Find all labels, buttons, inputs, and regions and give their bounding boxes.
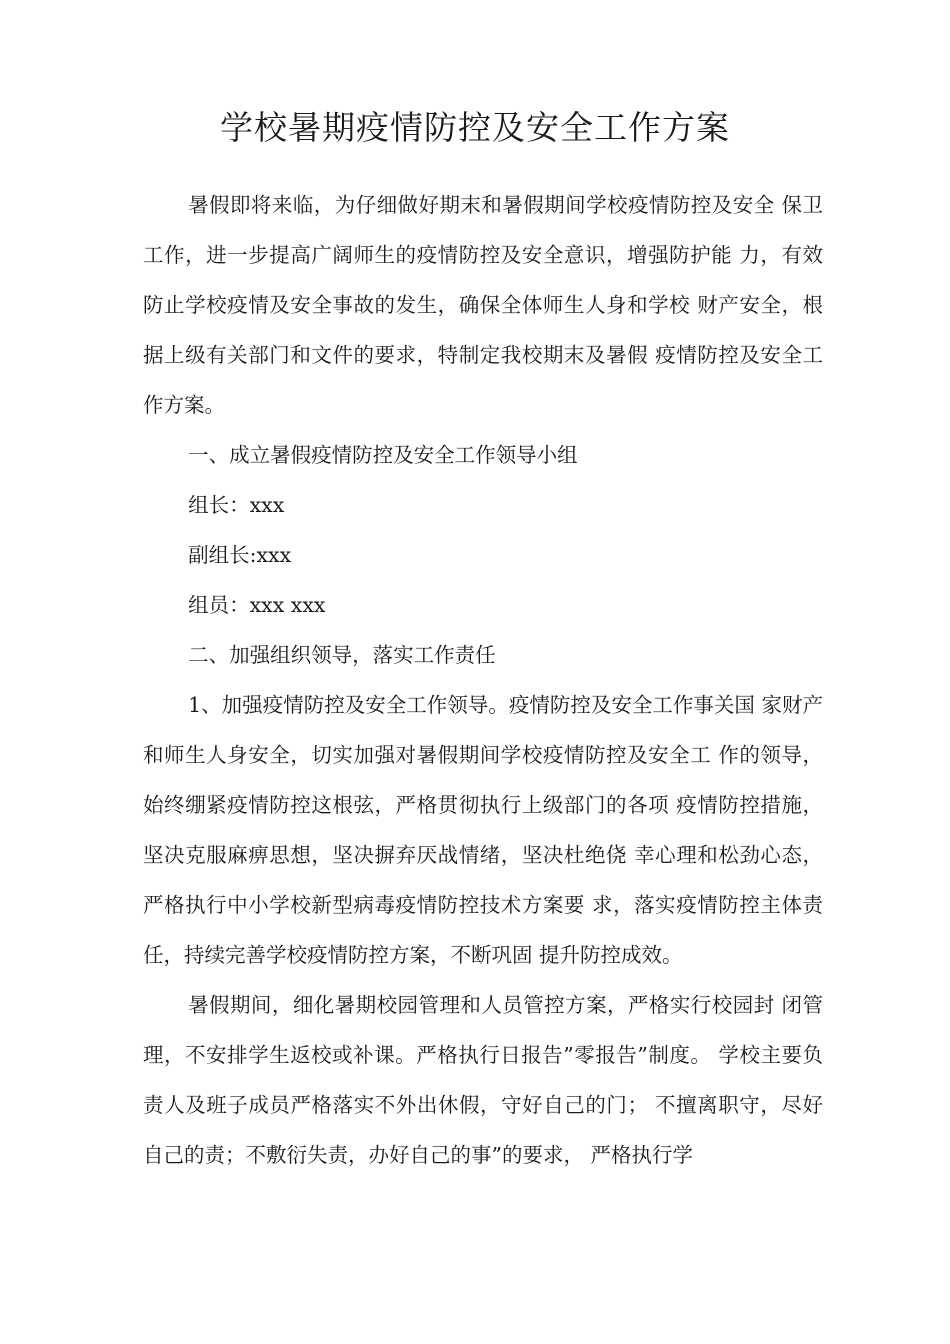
- deputy-leader-line: 副组长:xxx: [188, 543, 292, 567]
- document-body: [143, 180, 823, 1180]
- document-title: 学校暑期疫情防控及安全工作方案: [220, 108, 730, 147]
- paragraph-item-1: 1、加强疫情防控及安全工作领导。疫情防控及安全工作事关国 家财产和师生人身安全，切实加强对暑假期间学校疫情防控及安全工 作的领导，始终绷紧疫情防控这根弦，严格贯彻执行上级部门的各项 疫情防控措施，坚决克服麻痹思想，坚决摒弃厌战情绪，坚决杜绝侥 幸心理和松劲心态，严格执行中小学校新型病毒疫情防控技术方案要 求，落实疫情防控主体责任，持续完善学校疫情防控方案，不断巩固 提升防控成效。: [143, 693, 823, 967]
- members-line: 组员：xxx xxx: [188, 593, 326, 617]
- section-heading-1: 一、成立暑假疫情防控及安全工作领导小组: [188, 443, 578, 467]
- section-heading-2: 二、加强组织领导，落实工作责任: [188, 643, 496, 667]
- paragraph-summer: 暑假期间，细化暑期校园管理和人员管控方案，严格实行校园封 闭管理，不安排学生返校或补课。严格执行日报告”零报告”制度。 学校主要负责人及班子成员严格落实不外出休假，守好自己的门； 不擅离职守，尽好自己的责；不敷衍失责，办好自己的事”的要求， 严格执行学: [143, 993, 823, 1167]
- paragraph-intro: 暑假即将来临，为仔细做好期末和暑假期间学校疫情防控及安全 保卫工作，进一步提高广阔师生的疫情防控及安全意识，增强防护能 力，有效防止学校疫情及安全事故的发生，确保全体师生人身和学校 财产安全，根据上级有关部门和文件的要求，特制定我校期末及暑假 疫情防控及安全工作方案。: [143, 193, 823, 417]
- group-leader-line: 组长：xxx: [188, 493, 285, 517]
